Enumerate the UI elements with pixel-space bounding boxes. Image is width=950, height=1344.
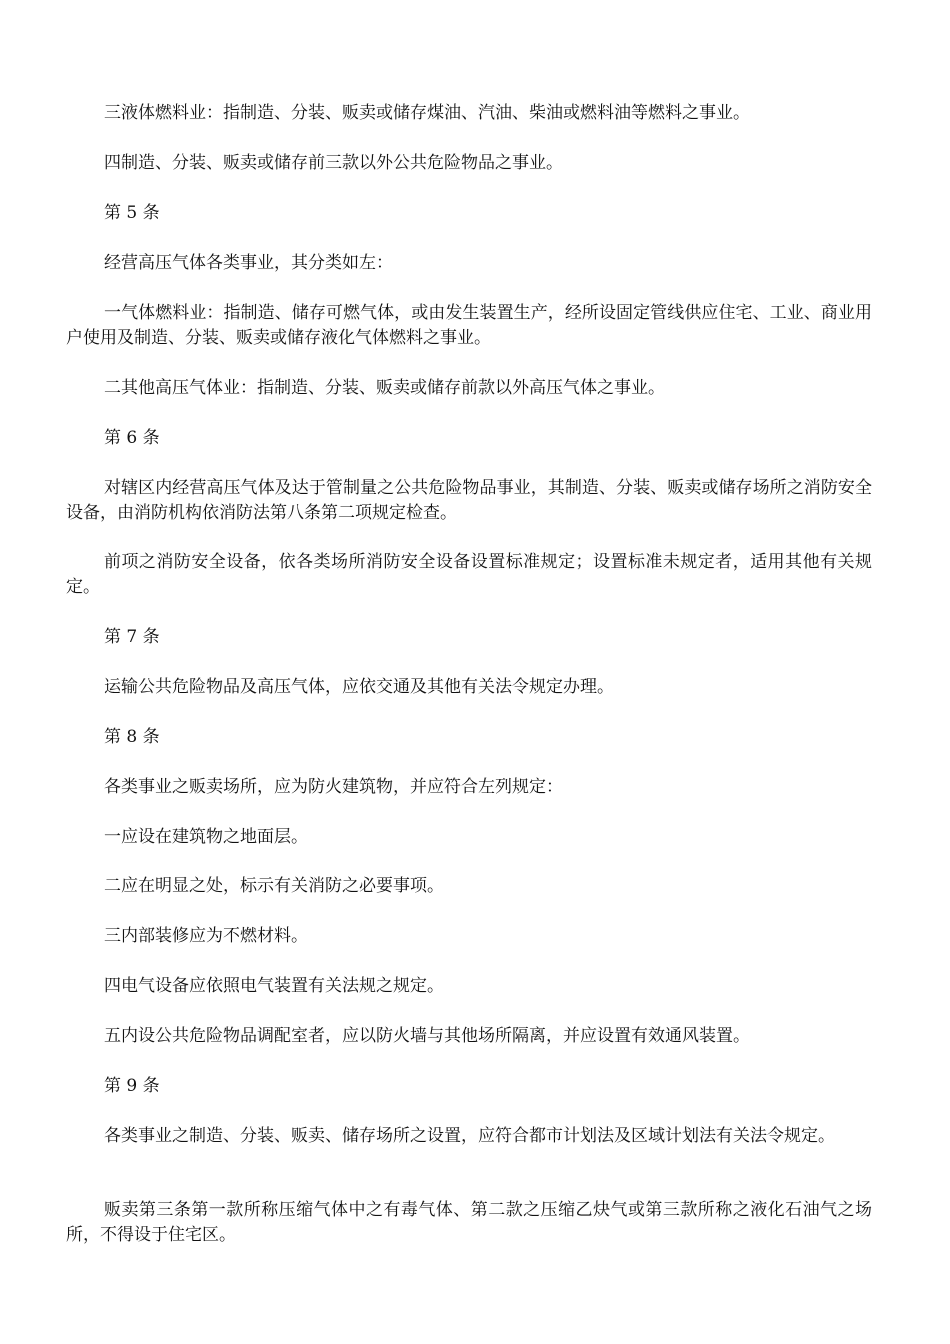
article-heading-9: 第 9 条 bbox=[104, 1076, 160, 1096]
article-heading-6: 第 6 条 bbox=[104, 428, 160, 448]
article-heading-8: 第 8 条 bbox=[104, 727, 160, 747]
paragraph-other-hazardous: 四制造、分装、贩卖或储存前三款以外公共危险物品之事业。 bbox=[104, 153, 563, 173]
paragraph-other-gas: 二其他高压气体业：指制造、分装、贩卖或储存前款以外高压气体之事业。 bbox=[104, 378, 665, 398]
list-item-interior-materials: 三内部装修应为不燃材料。 bbox=[104, 926, 308, 946]
paragraph-fire-safety-equipment: 前项之消防安全设备，依各类场所消防安全设备设置标准规定；设置标准未规定者，适用其他有关规定。 bbox=[66, 552, 872, 597]
list-item-mixing-room: 五内设公共危险物品调配室者，应以防火墙与其他场所隔离，并应设置有效通风装置。 bbox=[104, 1026, 750, 1046]
paragraph-liquid-fuel: 三液体燃料业：指制造、分装、贩卖或储存煤油、汽油、柴油或燃料油等燃料之事业。 bbox=[104, 103, 750, 123]
paragraph-gas-fuel: 一气体燃料业：指制造、储存可燃气体，或由发生装置生产，经所设固定管线供应住宅、工业、商业用户使用及制造、分装、贩卖或储存液化气体燃料之事业。 bbox=[66, 303, 872, 348]
article-heading-5: 第 5 条 bbox=[104, 203, 160, 223]
paragraph-site-planning: 各类事业之制造、分装、贩卖、储存场所之设置，应符合都市计划法及区域计划法有关法令规定。 bbox=[104, 1126, 835, 1146]
list-item-electrical: 四电气设备应依照电气装置有关法规之规定。 bbox=[104, 976, 444, 996]
paragraph-inspection: 对辖区内经营高压气体及达于管制量之公共危险物品事业，其制造、分装、贩卖或储存场所之消防安全设备，由消防机构依消防法第八条第二项规定检查。 bbox=[66, 478, 872, 523]
paragraph-sales-site-rules: 各类事业之贩卖场所，应为防火建筑物，并应符合左列规定： bbox=[104, 777, 563, 797]
list-item-signage: 二应在明显之处，标示有关消防之必要事项。 bbox=[104, 876, 444, 896]
paragraph-gas-categories: 经营高压气体各类事业，其分类如左： bbox=[104, 253, 393, 273]
list-item-ground-floor: 一应设在建筑物之地面层。 bbox=[104, 827, 308, 847]
paragraph-transport: 运输公共危险物品及高压气体，应依交通及其他有关法令规定办理。 bbox=[104, 677, 614, 697]
paragraph-residential-restriction: 贩卖第三条第一款所称压缩气体中之有毒气体、第二款之压缩乙炔气或第三款所称之液化石油气之场所，不得设于住宅区。 bbox=[66, 1200, 872, 1245]
article-heading-7: 第 7 条 bbox=[104, 627, 160, 647]
